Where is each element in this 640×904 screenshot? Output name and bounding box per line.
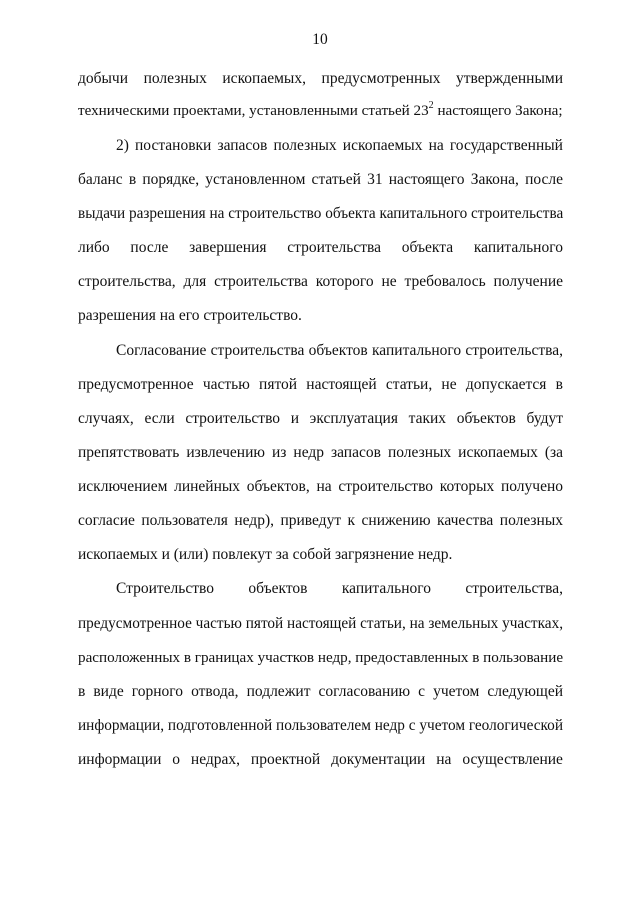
text-line-17: предусмотренное частью пятой настоящей статьи, на земельных участках,: [78, 615, 564, 632]
word: объекта: [401, 239, 454, 256]
text-line-4: баланс в порядке, установленном статьей 31 настоящего Закона, после: [78, 171, 563, 188]
word: о: [172, 751, 181, 768]
superscript: 2: [428, 99, 434, 111]
word: объектов: [248, 580, 308, 597]
text-line-19: в виде горного отвода, подлежит согласованию с учетом следующей: [78, 683, 564, 700]
word: недрах,: [190, 751, 241, 768]
line-text: 2) постановки запасов полезных ископаемых на государственный: [116, 137, 563, 154]
word: ископаемых,: [222, 70, 306, 87]
word: строительства,: [465, 580, 563, 597]
text-segment: техническими проектами, установленными статьей 23: [78, 103, 429, 119]
text-line-3: [116, 136, 563, 156]
text-line-13: исключением линейных объектов, на строительство которых получено: [78, 478, 564, 495]
word: утвержденными: [456, 70, 563, 87]
text-line-5: выдачи разрешения на строительство объекта капитального строительства: [78, 205, 564, 222]
text-line-18: расположенных в границах участков недр, предоставленных в пользование: [78, 650, 564, 666]
word: информации: [78, 751, 162, 768]
word: завершения: [189, 239, 267, 256]
text-line-1: [78, 69, 563, 89]
text-line-21: [78, 750, 563, 770]
text-line-2: [78, 101, 563, 121]
word: предусмотренных: [321, 70, 441, 87]
text-line-11: случаях, если строительство и эксплуатация таких объектов будут: [78, 410, 563, 427]
text-line-15: ископаемых и (или) повлекут за собой загрязнение недр.: [78, 546, 453, 563]
text-line-7: строительства, для строительства которого не требовалось получение: [78, 273, 564, 290]
text-line-9: Согласование строительства объектов капитального строительства,: [116, 342, 564, 359]
word: Строительство: [116, 580, 214, 597]
text-line-10: предусмотренное частью пятой настоящей статьи, не допускается в: [78, 376, 563, 393]
word: полезных: [143, 70, 207, 87]
text-line-14: согласие пользователя недр), приведут к снижению качества полезных: [78, 512, 563, 529]
word: после: [130, 239, 169, 256]
word: капитального: [341, 580, 431, 597]
word: проектной: [250, 751, 321, 768]
text-line-12: препятствовать извлечению из недр запасов полезных ископаемых (за: [78, 444, 564, 461]
word: добычи: [78, 70, 129, 87]
text-segment: настоящего Закона;: [433, 103, 563, 119]
word: документации: [331, 751, 426, 768]
word: строительства: [287, 239, 382, 256]
page-number: 10: [312, 31, 328, 48]
text-line-8: разрешения на его строительство.: [78, 307, 302, 324]
text-line-6: [78, 238, 563, 258]
word: осуществление: [462, 751, 563, 768]
word: капитального: [473, 239, 563, 256]
text-line-16: [116, 579, 563, 599]
word: либо: [78, 239, 110, 256]
word: на: [436, 751, 452, 768]
text-line-20: информации, подготовленной пользователем недр с учетом геологической: [78, 717, 564, 734]
